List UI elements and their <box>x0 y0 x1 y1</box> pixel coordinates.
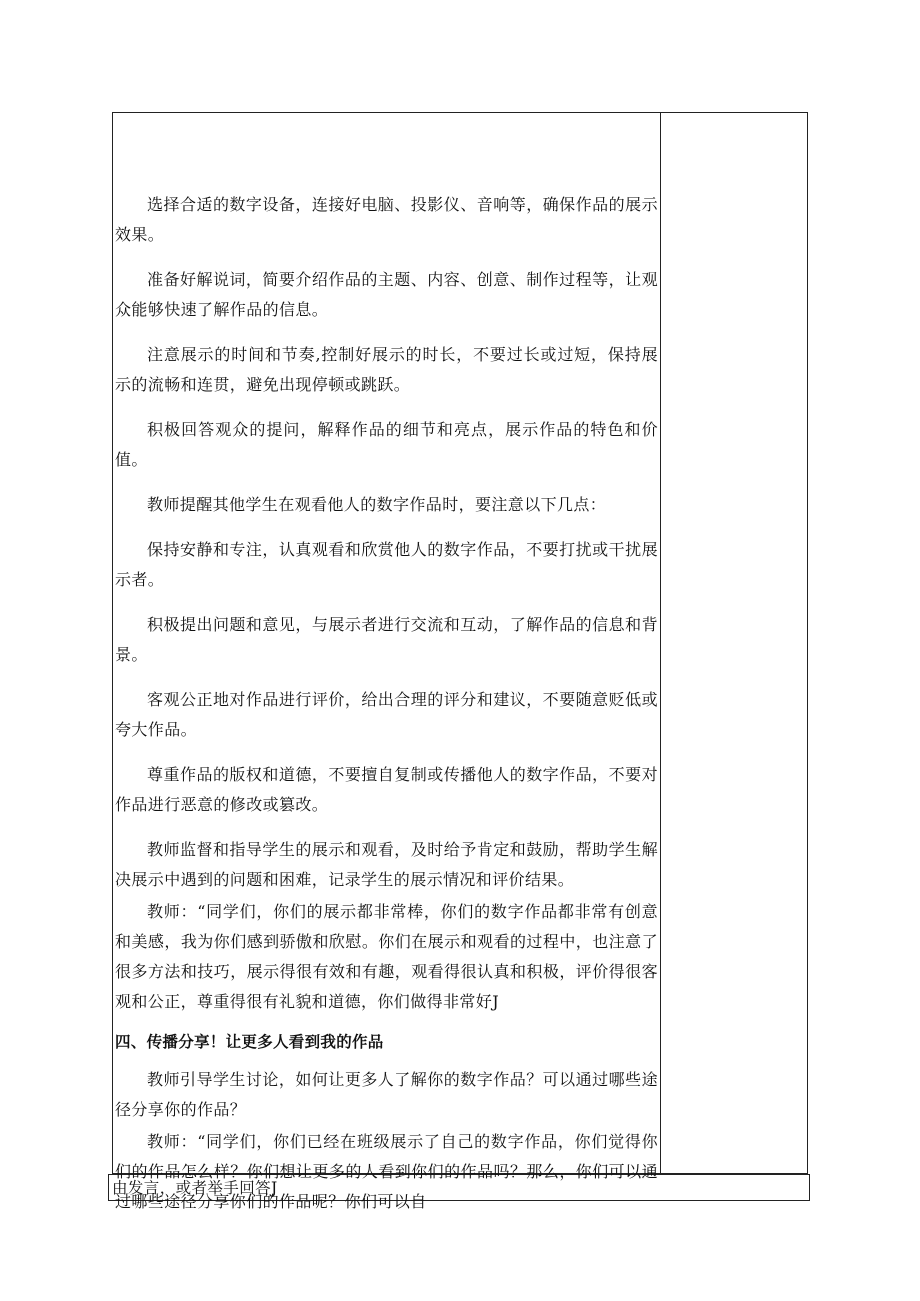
section-heading: 四、传播分享！让更多人看到我的作品 <box>115 1033 384 1051</box>
paragraph: 积极提出问题和意见，与展示者进行交流和互动，了解作品的信息和背景。 <box>115 615 658 664</box>
paragraph: 保持安静和专注，认真观看和欣赏他人的数字作品，不要打扰或干扰展示者。 <box>115 540 658 589</box>
paragraph: 教师监督和指导学生的展示和观看，及时给予肯定和鼓励，帮助学生解决展示中遇到的问题和困难，记录学生的展示情况和评价结果。 <box>115 840 658 889</box>
paragraph: 选择合适的数字设备，连接好电脑、投影仪、音响等，确保作品的展示效果。 <box>115 195 658 244</box>
paragraph: 尊重作品的版权和道德，不要擅自复制或传播他人的数字作品，不要对作品进行恶意的修改或篡改。 <box>115 765 658 814</box>
paragraph: 教师：“同学们，你们已经在班级展示了自己的数字作品，你们觉得你们的作品怎么样？你们想让更多的人看到你们的作品吗？那么，你们可以通过哪些途径分享你们的作品呢？你们可以自 <box>115 1132 658 1211</box>
paragraph: 积极回答观众的提问，解释作品的细节和亮点，展示作品的特色和价值。 <box>115 420 658 469</box>
paragraph: 教师提醒其他学生在观看他人的数字作品时，要注意以下几点： <box>147 495 607 514</box>
table-cell-content <box>115 190 658 1217</box>
paragraph: 注意展示的时间和节奏,控制好展示的时长，不要过长或过短，保持展示的流畅和连贯，避免出现停顿或跳跃。 <box>115 345 658 394</box>
column-divider <box>660 112 661 1174</box>
bottom-row-text: 由发言，或者举手回答J <box>112 1179 278 1197</box>
paragraph: 准备好解说词，简要介绍作品的主题、内容、创意、制作过程等，让观众能够快速了解作品的信息。 <box>115 270 658 319</box>
paragraph: 客观公正地对作品进行评价，给出合理的评分和建议，不要随意贬低或夸大作品。 <box>115 690 658 739</box>
paragraph: 教师：“同学们，你们的展示都非常棒，你们的数字作品都非常有创意和美感，我为你们感到骄傲和欣慰。你们在展示和观看的过程中，也注意了很多方法和技巧，展示得很有效和有趣，观看得很认真和积极，评价得很客观和公正，尊重得很有礼貌和道德，你们做得非常好J <box>115 902 658 1011</box>
paragraph: 教师引导学生讨论，如何让更多人了解你的数字作品？可以通过哪些途径分享你的作品？ <box>115 1070 658 1119</box>
